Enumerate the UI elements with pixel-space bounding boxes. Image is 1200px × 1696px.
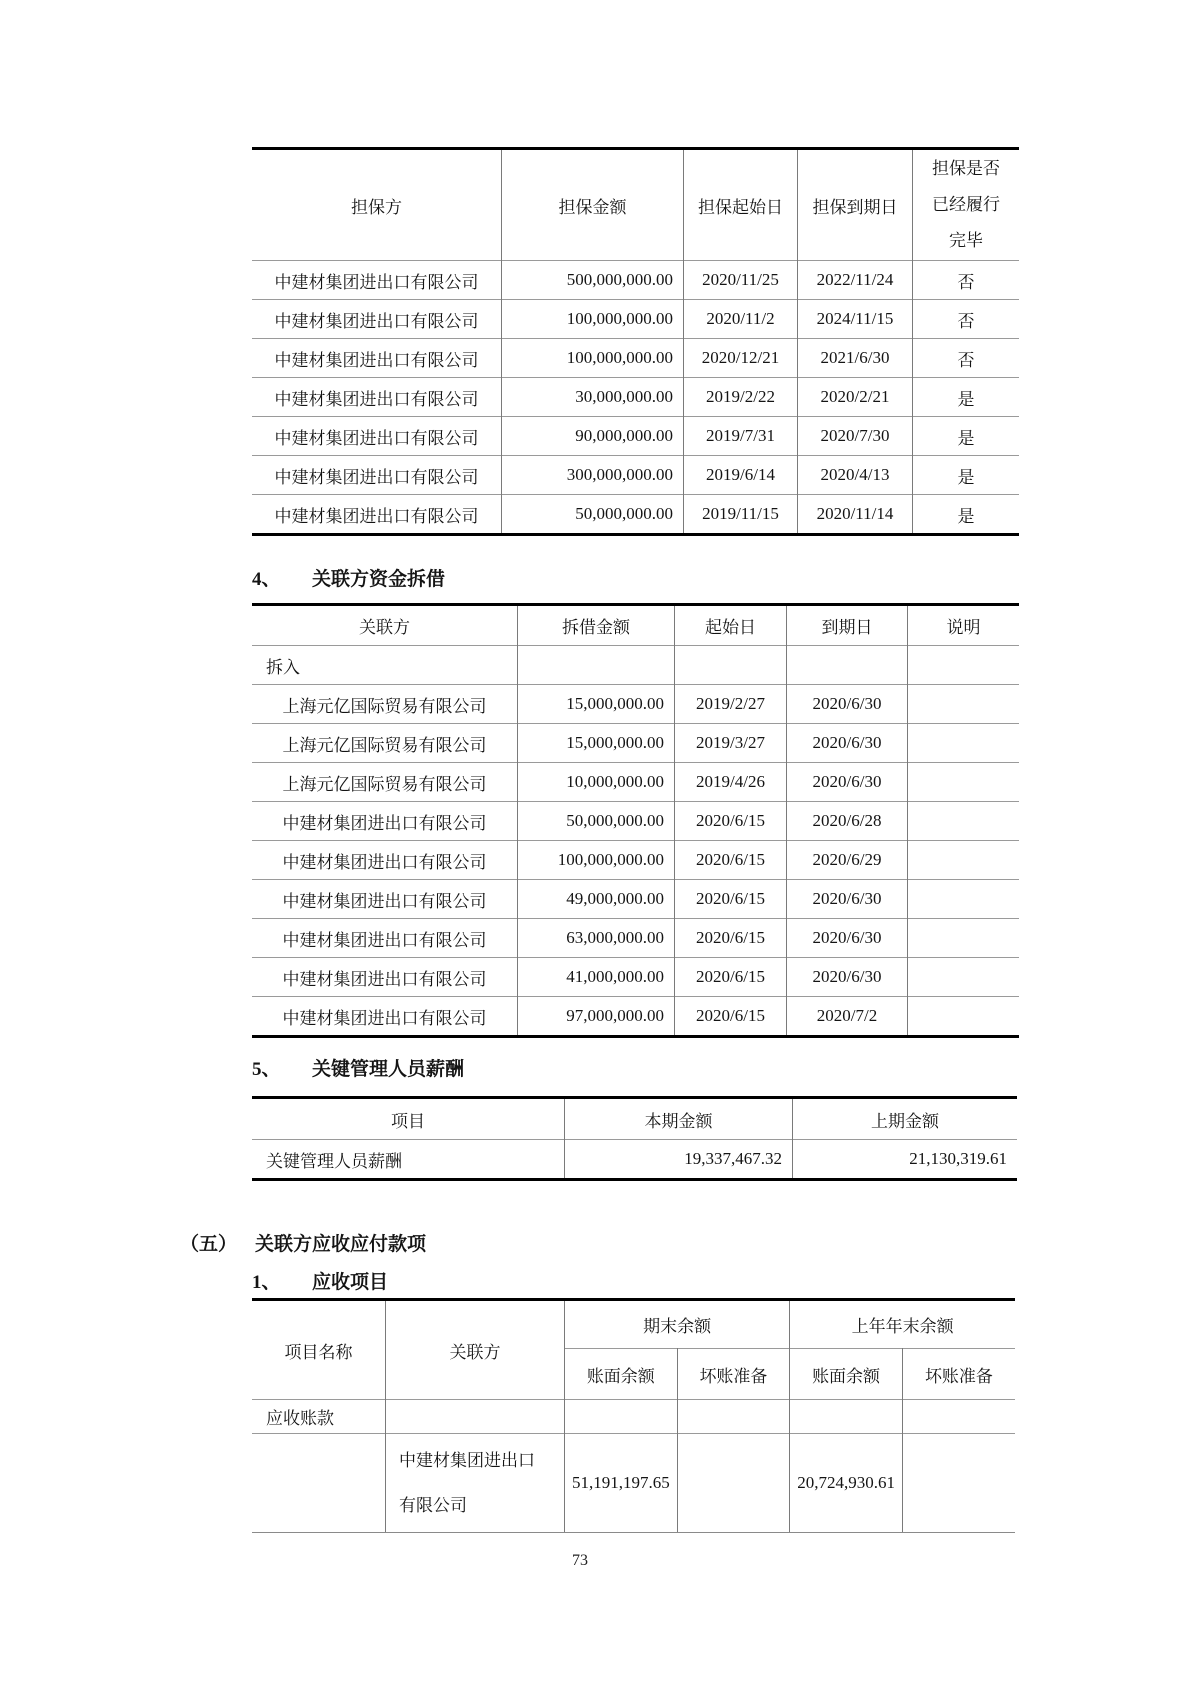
data-cell: 中建材集团进出口有限公司 <box>252 802 518 841</box>
column-header: 关联方 <box>252 606 518 646</box>
data-cell: 300,000,000.00 <box>502 456 684 495</box>
table-row <box>252 958 1019 997</box>
section-5-number: 5、 <box>252 1059 281 1080</box>
data-cell: 2022/11/24 <box>798 261 913 300</box>
data-cell: 2019/3/27 <box>675 724 787 763</box>
column-header: 说明 <box>946 618 981 637</box>
column-header: 拆借金额 <box>518 606 675 646</box>
prior-bad-debt-cell <box>902 1434 1015 1533</box>
subsection-1-heading <box>252 1269 388 1297</box>
prior-year-end-header: 上年年末余额 <box>851 1317 954 1336</box>
data-cell <box>908 919 1020 958</box>
data-cell <box>908 685 1020 724</box>
data-cell: 2020/6/30 <box>787 763 908 802</box>
subsection-1-title: 应收项目 <box>312 1272 389 1293</box>
data-cell: 2020/7/2 <box>787 997 908 1036</box>
data-cell: 是 <box>913 495 1020 534</box>
empty-cell <box>787 646 908 685</box>
data-cell <box>908 997 1020 1036</box>
data-cell: 是 <box>913 378 1020 417</box>
section-4-number: 4、 <box>252 569 281 590</box>
data-cell: 97,000,000.00 <box>518 997 675 1036</box>
data-cell <box>908 763 1020 802</box>
page-number: 73 <box>572 1552 588 1569</box>
empty-cell <box>908 646 1020 685</box>
data-cell: 2019/7/31 <box>684 417 798 456</box>
data-cell: 63,000,000.00 <box>518 919 675 958</box>
data-cell: 100,000,000.00 <box>518 841 675 880</box>
section-wu-number: （五） <box>180 1234 238 1255</box>
guarantee-table-container <box>252 147 1019 536</box>
data-cell: 2020/6/15 <box>675 880 787 919</box>
table-row <box>252 495 1019 534</box>
data-cell: 2019/4/26 <box>675 763 787 802</box>
data-cell <box>908 841 1020 880</box>
table-row <box>252 339 1019 378</box>
empty-cell <box>386 1400 565 1434</box>
table-row <box>252 1301 1015 1349</box>
table-row <box>252 261 1019 300</box>
data-cell: 2020/11/2 <box>684 300 798 339</box>
table-row <box>252 997 1019 1036</box>
data-cell: 中建材集团进出口有限公司 <box>252 339 502 378</box>
compensation-table-container <box>252 1096 1017 1181</box>
empty-cell <box>675 646 787 685</box>
data-cell: 上海元亿国际贸易有限公司 <box>252 724 518 763</box>
related-party-header: 关联方 <box>386 1301 565 1400</box>
bad-debt-header: 坏账准备 <box>677 1349 790 1400</box>
column-header: 担保起始日 <box>684 150 798 261</box>
receivables-table <box>252 1301 1015 1532</box>
data-cell: 90,000,000.00 <box>502 417 684 456</box>
table-row <box>252 606 1019 646</box>
data-cell: 中建材集团进出口有限公司 <box>252 841 518 880</box>
table-row <box>252 378 1019 417</box>
receivables-table-container <box>252 1298 1015 1533</box>
data-cell: 2020/6/30 <box>787 958 908 997</box>
data-cell <box>908 958 1020 997</box>
data-cell: 中建材集团进出口有限公司 <box>252 958 518 997</box>
period-end-header: 期末余额 <box>565 1301 790 1349</box>
data-cell: 2020/6/15 <box>675 919 787 958</box>
data-cell: 2020/6/28 <box>787 802 908 841</box>
data-cell: 2024/11/15 <box>798 300 913 339</box>
table-row <box>252 150 1019 261</box>
data-cell: 2019/2/27 <box>675 685 787 724</box>
data-cell: 100,000,000.00 <box>502 300 684 339</box>
table-row <box>252 763 1019 802</box>
table-row <box>252 456 1019 495</box>
data-cell: 中建材集团进出口有限公司 <box>252 456 502 495</box>
data-cell <box>908 724 1020 763</box>
data-cell: 中建材集团进出口有限公司 <box>252 919 518 958</box>
end-book-balance-cell: 51,191,197.65 <box>565 1434 678 1533</box>
data-cell: 15,000,000.00 <box>518 685 675 724</box>
data-cell: 30,000,000.00 <box>502 378 684 417</box>
data-cell: 2019/2/22 <box>684 378 798 417</box>
data-cell: 2020/11/25 <box>684 261 798 300</box>
empty-cell <box>677 1400 790 1434</box>
lending-table <box>252 606 1019 1035</box>
data-cell: 21,130,319.61 <box>793 1140 1018 1179</box>
empty-cell <box>518 646 675 685</box>
data-cell: 2020/4/13 <box>798 456 913 495</box>
data-cell: 否 <box>913 261 1020 300</box>
table-row <box>252 919 1019 958</box>
table-row <box>252 802 1019 841</box>
data-cell: 是 <box>913 417 1020 456</box>
data-cell: 中建材集团进出口有限公司 <box>252 495 502 534</box>
data-cell: 中建材集团进出口有限公司 <box>252 378 502 417</box>
empty-cell <box>902 1400 1015 1434</box>
data-cell: 中建材集团进出口有限公司 <box>252 880 518 919</box>
data-cell: 100,000,000.00 <box>502 339 684 378</box>
data-cell: 中建材集团进出口有限公司 <box>252 261 502 300</box>
data-cell: 2020/6/15 <box>675 997 787 1036</box>
table-row <box>252 724 1019 763</box>
column-header: 到期日 <box>787 606 908 646</box>
column-header: 本期金额 <box>565 1099 793 1140</box>
table-row <box>252 1140 1017 1179</box>
data-cell: 上海元亿国际贸易有限公司 <box>252 685 518 724</box>
data-cell: 41,000,000.00 <box>518 958 675 997</box>
prior-book-balance-cell: 20,724,930.61 <box>790 1434 903 1533</box>
table-row <box>252 841 1019 880</box>
data-cell: 关键管理人员薪酬 <box>252 1140 565 1179</box>
data-cell: 2019/6/14 <box>684 456 798 495</box>
data-cell: 19,337,467.32 <box>565 1140 793 1179</box>
data-cell: 2020/6/30 <box>787 685 908 724</box>
item-name-header: 项目名称 <box>252 1301 386 1400</box>
group-label-cell: 应收账款 <box>252 1400 386 1434</box>
data-cell: 2021/6/30 <box>798 339 913 378</box>
data-cell: 10,000,000.00 <box>518 763 675 802</box>
table-row <box>252 1434 1015 1533</box>
section-wu-heading <box>180 1231 426 1259</box>
data-cell <box>908 880 1020 919</box>
section-4-heading <box>252 566 445 594</box>
table-row <box>252 646 1019 685</box>
column-header: 担保金额 <box>502 150 684 261</box>
data-cell: 中建材集团进出口有限公司 <box>252 300 502 339</box>
table-row <box>252 1400 1015 1434</box>
compensation-table <box>252 1099 1017 1178</box>
empty-cell <box>252 1434 386 1533</box>
bad-debt-header: 坏账准备 <box>902 1349 1015 1400</box>
table-row <box>252 300 1019 339</box>
end-bad-debt-cell <box>677 1434 790 1533</box>
column-header: 项目 <box>252 1099 565 1140</box>
lending-table-container <box>252 603 1019 1038</box>
data-cell: 15,000,000.00 <box>518 724 675 763</box>
data-cell: 上海元亿国际贸易有限公司 <box>252 763 518 802</box>
data-cell: 2020/12/21 <box>684 339 798 378</box>
data-cell: 49,000,000.00 <box>518 880 675 919</box>
column-header: 上期金额 <box>871 1111 939 1131</box>
group-label-cell: 拆入 <box>252 646 518 685</box>
data-cell: 否 <box>913 300 1020 339</box>
column-header: 担保到期日 <box>798 150 913 261</box>
section-wu-title: 关联方应收应付款项 <box>255 1234 427 1255</box>
data-cell: 2020/6/30 <box>787 880 908 919</box>
subsection-1-number: 1、 <box>252 1272 281 1293</box>
data-cell: 2020/6/15 <box>675 802 787 841</box>
data-cell: 50,000,000.00 <box>502 495 684 534</box>
data-cell: 否 <box>913 339 1020 378</box>
column-header: 起始日 <box>675 606 787 646</box>
data-cell: 2020/7/30 <box>798 417 913 456</box>
book-balance-header: 账面余额 <box>790 1349 903 1400</box>
data-cell: 2019/11/15 <box>684 495 798 534</box>
data-cell: 2020/11/14 <box>798 495 913 534</box>
empty-cell <box>565 1400 678 1434</box>
data-cell: 2020/6/30 <box>787 919 908 958</box>
data-cell <box>908 802 1020 841</box>
data-cell: 是 <box>913 456 1020 495</box>
data-cell: 500,000,000.00 <box>502 261 684 300</box>
data-cell: 2020/6/30 <box>787 724 908 763</box>
table-row <box>252 417 1019 456</box>
table-row <box>252 685 1019 724</box>
section-5-heading <box>252 1056 464 1084</box>
section-4-title: 关联方资金拆借 <box>312 569 446 590</box>
data-cell: 中建材集团进出口有限公司 <box>252 997 518 1036</box>
data-cell: 中建材集团进出口有限公司 <box>252 417 502 456</box>
data-cell: 2020/6/15 <box>675 958 787 997</box>
related-party-cell: 中建材集团进出口 有限公司 <box>386 1434 565 1533</box>
empty-cell <box>790 1400 903 1434</box>
guarantee-table <box>252 150 1019 533</box>
data-cell: 2020/6/29 <box>787 841 908 880</box>
book-balance-header: 账面余额 <box>565 1349 678 1400</box>
data-cell: 50,000,000.00 <box>518 802 675 841</box>
table-row <box>252 880 1019 919</box>
table-row <box>252 1099 1017 1140</box>
data-cell: 2020/2/21 <box>798 378 913 417</box>
data-cell: 2020/6/15 <box>675 841 787 880</box>
column-header: 担保方 <box>252 150 502 261</box>
column-header: 担保是否 已经履行 完毕 <box>932 159 1000 250</box>
section-5-title: 关键管理人员薪酬 <box>312 1059 465 1080</box>
